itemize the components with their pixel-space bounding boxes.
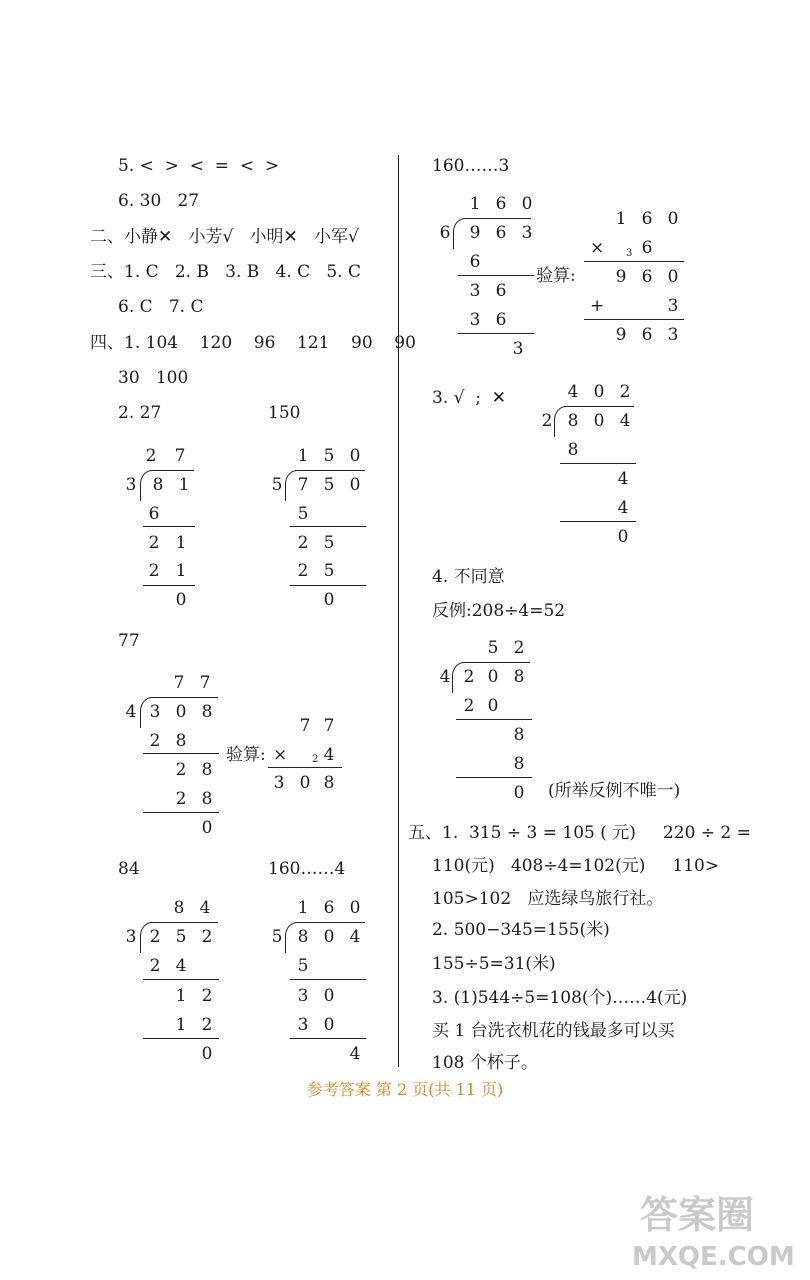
- section-five-q2b: 155÷5=31(米): [432, 954, 556, 974]
- digit: 1: [175, 1015, 187, 1035]
- digit: 1: [175, 561, 187, 581]
- watermark-site: MXQE.COM: [632, 1242, 795, 1272]
- section-five-q3b: 买 1 台洗衣机花的钱最多可以买: [432, 1021, 675, 1041]
- digit: 2: [148, 561, 160, 581]
- verify-rule: [584, 319, 684, 320]
- section-two: 二、小静✕ 小芳√ 小明✕ 小军√: [90, 227, 359, 247]
- digit: 7: [173, 673, 185, 693]
- section-four-row2: 30 100: [118, 368, 189, 388]
- digit: 3: [273, 773, 285, 793]
- column-divider: [398, 155, 399, 1067]
- answer-4: 4. 不同意: [432, 567, 505, 587]
- digit: 6: [323, 898, 335, 918]
- division-rule: [462, 662, 530, 663]
- digit: 8: [297, 927, 309, 947]
- division-rule: [560, 521, 636, 522]
- times-sign-right: ×: [590, 238, 605, 258]
- digit: 6: [495, 281, 507, 301]
- digit: 0: [201, 1044, 213, 1064]
- digit: 2: [541, 411, 553, 431]
- verify-rule: [584, 261, 684, 262]
- digit: 0: [349, 475, 361, 495]
- digit: 4: [617, 469, 629, 489]
- digit: 9: [615, 267, 627, 287]
- digit: 3: [469, 310, 481, 330]
- carry-mark-left: 2: [312, 754, 319, 765]
- digit: 0: [521, 194, 533, 214]
- digit: 3: [512, 339, 524, 359]
- digit: 1: [297, 446, 309, 466]
- digit: 8: [513, 725, 525, 745]
- digit: 1: [469, 194, 481, 214]
- digit: 4: [567, 382, 579, 402]
- digit: 8: [175, 731, 187, 751]
- result-150: 150: [268, 403, 301, 423]
- digit: 5: [323, 561, 335, 581]
- digit: 1: [615, 209, 627, 229]
- plus-sign-right: +: [590, 296, 605, 316]
- digit: 8: [152, 475, 164, 495]
- digit: 6: [641, 325, 653, 345]
- digit: 2: [149, 956, 161, 976]
- digit: 1: [297, 898, 309, 918]
- answer-3: 3. √ ; ✕: [432, 388, 507, 408]
- division-rule: [564, 406, 634, 407]
- digit: 0: [201, 818, 213, 838]
- digit: 0: [323, 590, 335, 610]
- digit: 3: [297, 986, 309, 1006]
- digit: 6: [439, 223, 451, 243]
- digit: 0: [487, 667, 499, 687]
- digit: 5: [323, 533, 335, 553]
- section-five-q2: 2. 500−345=155(米): [432, 920, 610, 940]
- division-rule: [458, 275, 534, 276]
- digit: 0: [667, 267, 679, 287]
- digit: 2: [513, 638, 525, 658]
- digit: 2: [201, 927, 213, 947]
- digit: 6: [148, 504, 160, 524]
- result-160-rem4: 160……4: [268, 859, 346, 879]
- digit: 7: [323, 716, 335, 736]
- division-rule: [295, 470, 365, 471]
- digit: 7: [299, 716, 311, 736]
- division-rule: [143, 526, 195, 527]
- digit: 7: [199, 673, 211, 693]
- digit: 8: [513, 754, 525, 774]
- digit: 3: [297, 1015, 309, 1035]
- division-rule: [463, 218, 531, 219]
- section-five-q3: 3. (1)544÷5=108(个)……4(元): [432, 988, 688, 1008]
- digit: 2: [149, 731, 161, 751]
- digit: 4: [199, 898, 211, 918]
- result-77: 77: [118, 631, 140, 651]
- digit: 8: [567, 440, 579, 460]
- digit: 5: [297, 504, 309, 524]
- digit: 1: [178, 475, 190, 495]
- digit: 2: [149, 927, 161, 947]
- digit: 6: [641, 267, 653, 287]
- division-rule: [150, 470, 194, 471]
- result-160-rem3: 160……3: [432, 156, 510, 176]
- page-footer: 参考答案 第 2 页(共 11 页): [306, 1080, 504, 1099]
- answer-5: 5. < > < = < >: [118, 156, 280, 176]
- digit: 6: [469, 252, 481, 272]
- division-rule: [143, 753, 219, 754]
- digit: 6: [495, 194, 507, 214]
- digit: 6: [641, 209, 653, 229]
- digit: 0: [299, 773, 311, 793]
- digit: 3: [667, 325, 679, 345]
- digit: 4: [323, 745, 335, 765]
- digit: 1: [175, 533, 187, 553]
- division-rule: [143, 812, 219, 813]
- division-rule: [560, 463, 636, 464]
- digit: 5: [323, 475, 335, 495]
- division-rule: [458, 333, 534, 334]
- digit: 5: [271, 475, 283, 495]
- digit: 3: [125, 927, 137, 947]
- digit: 0: [349, 898, 361, 918]
- division-rule: [290, 585, 366, 586]
- division-rule: [290, 979, 366, 980]
- section-four-row1: 四、1. 104 120 96 121 90 90: [90, 333, 416, 353]
- digit: 0: [323, 927, 335, 947]
- digit: 8: [173, 898, 185, 918]
- digit: 6: [495, 310, 507, 330]
- digit: 3: [667, 296, 679, 316]
- division-rule: [456, 777, 532, 778]
- digit: 6: [495, 223, 507, 243]
- digit: 3: [469, 281, 481, 301]
- digit: 3: [125, 475, 137, 495]
- digit: 1: [175, 986, 187, 1006]
- digit: 2: [463, 667, 475, 687]
- division-rule: [290, 1038, 366, 1039]
- counter-example: 反例:208÷4=52: [432, 601, 566, 621]
- digit: 0: [513, 783, 525, 803]
- division-rule: [456, 719, 532, 720]
- digit: 0: [323, 1015, 335, 1035]
- section-three-row2: 6. C 7. C: [118, 297, 204, 317]
- digit: 2: [297, 533, 309, 553]
- digit: 8: [567, 411, 579, 431]
- digit: 2: [201, 1015, 213, 1035]
- digit: 3: [521, 223, 533, 243]
- digit: 5: [297, 956, 309, 976]
- digit: 2: [175, 789, 187, 809]
- division-rule: [295, 922, 365, 923]
- digit: 0: [593, 382, 605, 402]
- section-four-q2: 2. 27: [118, 403, 162, 423]
- digit: 4: [125, 702, 137, 722]
- times-sign-left: ×: [273, 745, 288, 765]
- section-five-row2: 110(元) 408÷4=102(元) 110>: [432, 856, 720, 876]
- division-rule: [143, 979, 219, 980]
- digit: 4: [439, 667, 451, 687]
- carry-mark-right: 3: [626, 248, 633, 259]
- division-rule: [150, 922, 218, 923]
- result-84: 84: [118, 859, 140, 879]
- digit: 2: [619, 382, 631, 402]
- digit: 8: [201, 702, 213, 722]
- division-rule: [290, 526, 366, 527]
- digit: 6: [641, 238, 653, 258]
- digit: 0: [323, 986, 335, 1006]
- division-rule: [143, 585, 195, 586]
- digit: 0: [349, 446, 361, 466]
- section-five-q3c: 108 个杯子。: [432, 1053, 538, 1073]
- digit: 2: [175, 760, 187, 780]
- digit: 5: [175, 927, 187, 947]
- section-three-row1: 三、1. C 2. B 3. B 4. C 5. C: [90, 262, 361, 282]
- digit: 2: [297, 561, 309, 581]
- verify-rule: [268, 767, 342, 768]
- watermark-logo: 答案圈: [640, 1193, 755, 1237]
- answer-6: 6. 30 27: [118, 191, 200, 211]
- digit: 4: [175, 956, 187, 976]
- verify-label-left: 验算:: [226, 745, 266, 765]
- digit: 7: [174, 446, 186, 466]
- digit: 8: [201, 760, 213, 780]
- digit: 0: [617, 527, 629, 547]
- digit: 4: [617, 498, 629, 518]
- digit: 4: [349, 927, 361, 947]
- digit: 9: [615, 325, 627, 345]
- digit: 0: [593, 411, 605, 431]
- digit: 4: [349, 1044, 361, 1064]
- digit: 0: [667, 209, 679, 229]
- verify-label-right: 验算:: [536, 266, 576, 286]
- digit: 5: [271, 927, 283, 947]
- digit: 2: [148, 533, 160, 553]
- section-five-row3: 105>102 应选绿鸟旅行社。: [432, 889, 664, 909]
- digit: 8: [513, 667, 525, 687]
- digit: 9: [469, 223, 481, 243]
- digit: 5: [487, 638, 499, 658]
- digit: 8: [323, 773, 335, 793]
- note-not-unique: (所举反例不唯一): [548, 781, 681, 801]
- digit: 5: [323, 446, 335, 466]
- digit: 8: [201, 789, 213, 809]
- digit: 0: [175, 590, 187, 610]
- division-rule: [150, 697, 218, 698]
- digit: 4: [619, 411, 631, 431]
- section-five-row1: 五、1. 315 ÷ 3 = 105 ( 元) 220 ÷ 2 =: [408, 823, 751, 843]
- digit: 2: [463, 696, 475, 716]
- digit: 2: [201, 986, 213, 1006]
- digit: 2: [145, 446, 157, 466]
- digit: 7: [297, 475, 309, 495]
- division-rule: [143, 1038, 219, 1039]
- digit: 0: [175, 702, 187, 722]
- digit: 0: [487, 696, 499, 716]
- digit: 3: [149, 702, 161, 722]
